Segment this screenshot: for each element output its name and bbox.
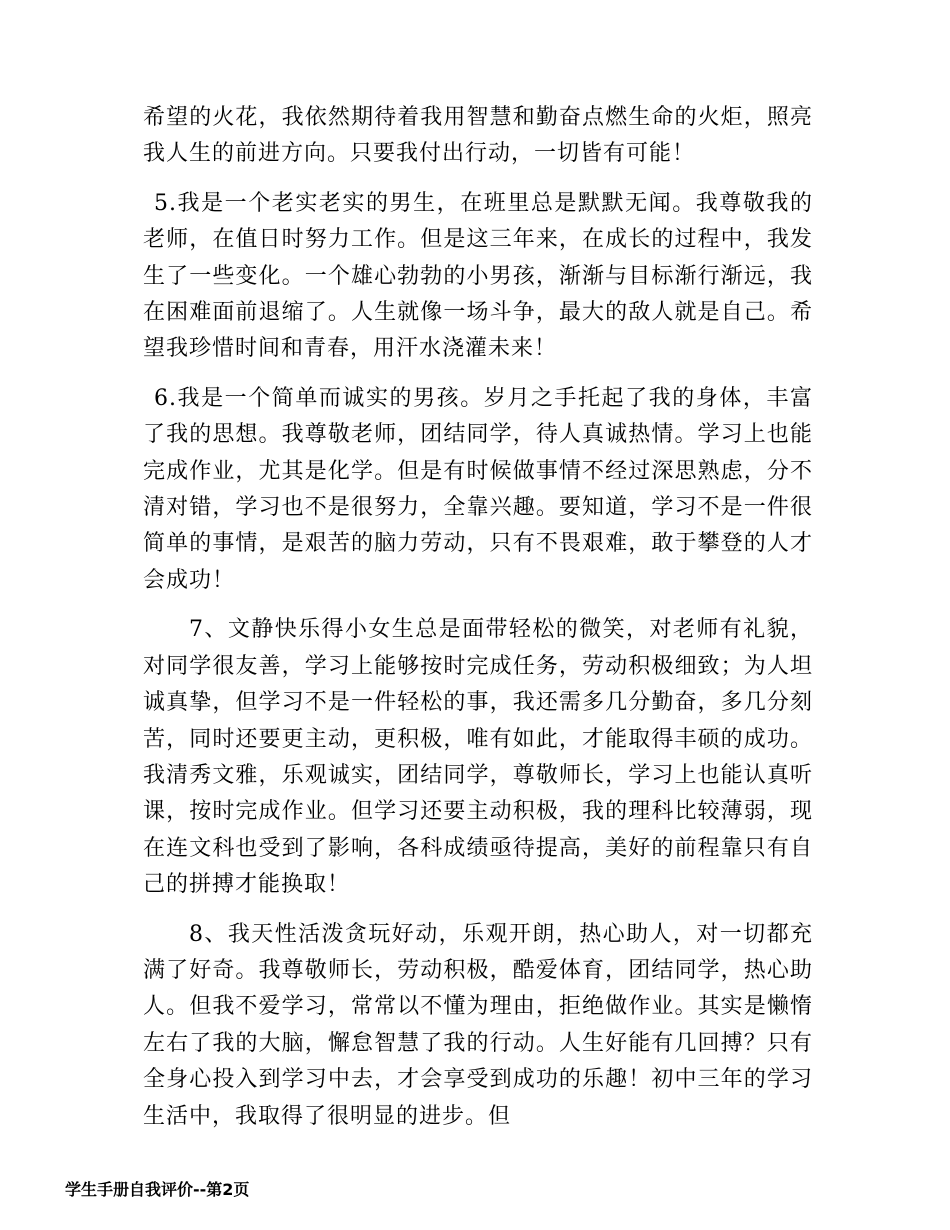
page-footer: 学生手册自我评价--第2页 bbox=[65, 1180, 250, 1199]
paragraph-continuation: 希望的火花，我依然期待着我用智慧和勤奋点燃生命的火炬，照亮我人生的前进方向。只要我付出行动，一切皆有可能！ bbox=[143, 105, 813, 167]
paragraph-item-6: 6.我是一个简单而诚实的男孩。岁月之手托起了我的身体，丰富了我的思想。我尊敬老师，团结同学，待人真诚热情。学习上也能完成作业，尤其是化学。但是有时候做事情不经过深思熟虑，分不清对错，学习也不是很努力，全靠兴趣。要知道，学习不是一件很简单的事情，是艰苦的脑力劳动，只有不畏艰难，敢于攀登的人才会成功！ bbox=[143, 385, 813, 593]
document-body bbox=[143, 100, 813, 1148]
paragraph-item-5: 5.我是一个老实老实的男生，在班里总是默默无闻。我尊敬我的老师，在值日时努力工作。但是这三年来，在成长的过程中，我发生了一些变化。一个雄心勃勃的小男孩，渐渐与目标渐行渐远，我在困难面前退缩了。人生就像一场斗争，最大的敌人就是自己。希望我珍惜时间和青春，用汗水浇灌未来！ bbox=[143, 190, 813, 362]
paragraph-item-7: 7、文静快乐得小女生总是面带轻松的微笑，对老师有礼貌，对同学很友善，学习上能够按时完成任务，劳动积极细致；为人坦诚真挚，但学习不是一件轻松的事，我还需多几分勤奋，多几分刻苦，同时还要更主动，更积极，唯有如此，才能取得丰硕的成功。我清秀文雅，乐观诚实，团结同学，尊敬师长，学习上也能认真听课，按时完成作业。但学习还要主动积极，我的理科比较薄弱，现在连文科也受到了影响，各科成绩亟待提高，美好的前程靠只有自己的拼搏才能换取！ bbox=[143, 617, 813, 898]
paragraph-item-8: 8、我天性活泼贪玩好动，乐观开朗，热心助人，对一切都充满了好奇。我尊敬师长，劳动积极，酷爱体育，团结同学，热心助人。但我不爱学习，常常以不懂为理由，拒绝做作业。其实是懒惰左右了我的大脑，懈怠智慧了我的行动。人生好能有几回搏？只有全身心投入到学习中去，才会享受到成功的乐趣！初中三年的学习生活中，我取得了很明显的进步。但 bbox=[143, 921, 813, 1129]
